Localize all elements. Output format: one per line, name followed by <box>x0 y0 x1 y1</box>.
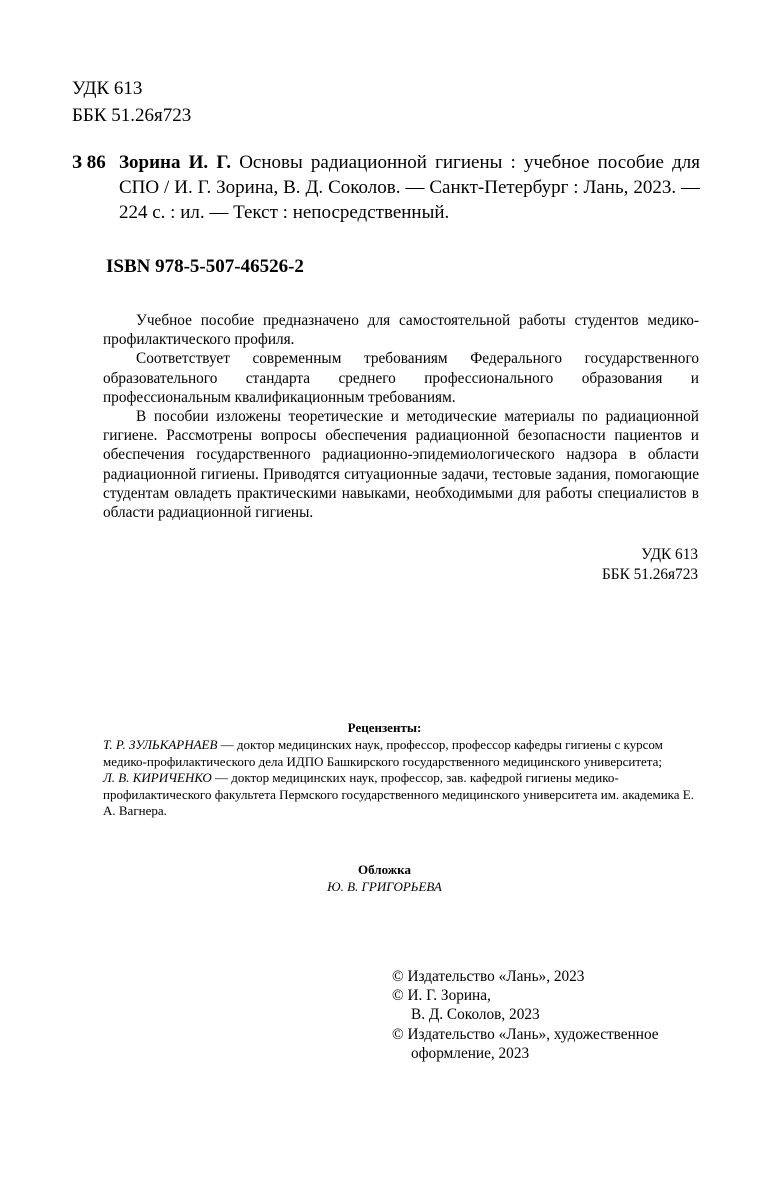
copyright-line: оформление, 2023 <box>411 1044 530 1062</box>
udk-code: УДК 613 <box>72 78 143 99</box>
reviewers-list <box>103 737 703 820</box>
entry-description: Основы радиационной гигиены : учебное пособие для СПО / И. Г. Зорина, В. Д. Соколов. — Санкт-Петербург : Лань, 2023. — 224 с. : ил. — Текст : непосредственный. <box>119 152 701 223</box>
reviewer-details: — доктор медицинских наук, профессор, профессор кафедры гигиены с курсом медико-профилактического дела ИДПО Башкирского государственного медицинского университета; <box>103 737 663 769</box>
annotation <box>103 311 699 522</box>
copyright-block <box>392 967 659 1063</box>
classification-header <box>72 75 191 129</box>
copyright-line: В. Д. Соколов, 2023 <box>411 1006 540 1024</box>
copyright-line: © И. Г. Зорина, <box>392 987 491 1005</box>
author-sign: З 86 <box>72 152 106 173</box>
reviewer-entry <box>103 770 703 820</box>
classification-footer <box>500 545 698 584</box>
cover-designer: Ю. В. ГРИГОРЬЕВА <box>327 879 442 894</box>
annotation-paragraph: Соответствует современным требованиям Федерального государственного образовательного стандарта среднего профессионального образования и профессиональным квалификационным требованиям. <box>103 350 699 406</box>
annotation-paragraph: Учебное пособие предназначено для самостоятельной работы студентов медико-профилактического профиля. <box>103 312 699 349</box>
reviewers-title: Рецензенты: <box>347 720 422 735</box>
udk-code-right: УДК 613 <box>641 546 698 563</box>
annotation-paragraph: В пособии изложены теоретические и методические материалы по радиационной гигиене. Рассмотрены вопросы обеспечения радиационной безопасности пациентов и обеспечения государственного радиационно-эпидемиологического надзора в области радиационной гигиены. Приводятся ситуационные задачи, тестовые задания, помогающие студентам овладеть практическими навыками, необходимыми для работы специалистов в области радиационной гигиены. <box>103 408 699 522</box>
bbk-code: ББК 51.26я723 <box>72 105 192 126</box>
reviewer-details: — доктор медицинских наук, профессор, зав. кафедрой гигиены медико-профилактического факультета Пермского государственного медицинского университета им. академика Е. А. Вагнера. <box>103 770 694 818</box>
isbn: ISBN 978-5-507-46526-2 <box>106 256 304 277</box>
copyright-line: © Издательство «Лань», 2023 <box>392 968 585 985</box>
copyright-line: © Издательство «Лань», художественное <box>392 1025 659 1043</box>
cover-title: Обложка <box>358 862 411 877</box>
reviewer-name: Л. В. КИРИЧЕНКО <box>103 770 212 785</box>
bibliographic-entry <box>72 150 700 225</box>
entry-body <box>119 150 700 225</box>
reviewer-name: Т. Р. ЗУЛЬКАРНАЕВ <box>103 737 218 752</box>
entry-author: Зорина И. Г. <box>119 152 232 173</box>
bbk-code-right: ББК 51.26я723 <box>602 565 698 583</box>
reviewer-entry <box>103 737 703 770</box>
